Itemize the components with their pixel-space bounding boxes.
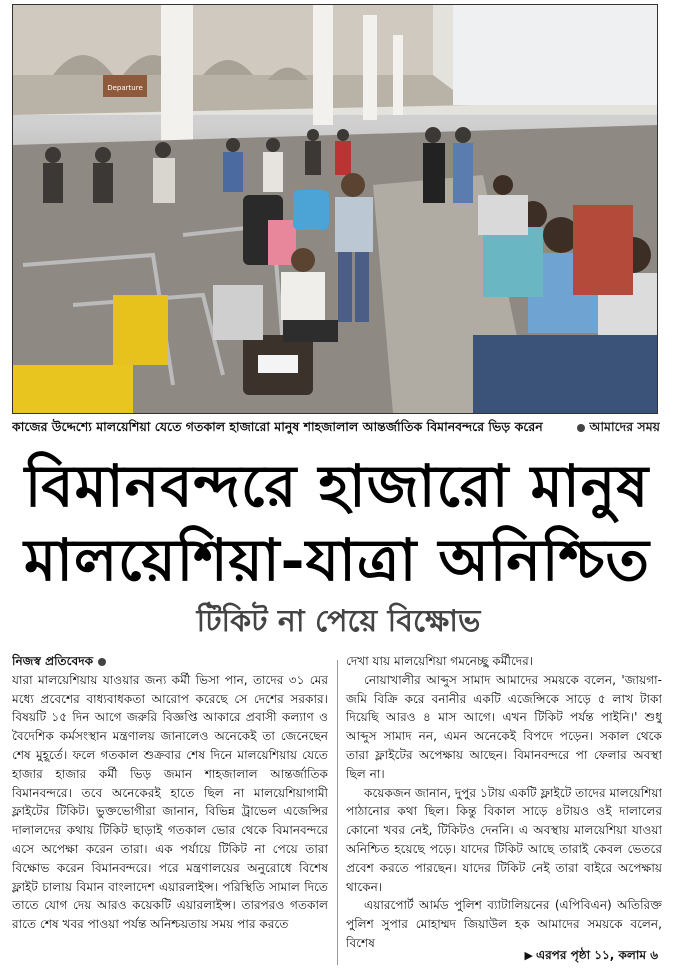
article-paragraph: এয়ারপোর্ট আর্মড পুলিশ ব্যাটালিয়নের (এপিবিএন) অতিরিক্ত পুলিশ সুপার মোহাম্মদ জিয়াউল হক আমাদের সময়কে বলেন, বিশেষ: [346, 898, 662, 950]
subheadline: টিকিট না পেয়ে বিক্ষোভ: [196, 604, 481, 639]
article-column-left: [12, 652, 328, 968]
bullet-icon: [98, 658, 106, 666]
article-paragraph: কয়েকজন জানান, দুপুর ১টায় একটি ফ্লাইটে তাদের মালয়েশিয়া পাঠানোর কথা ছিল। কিন্তু বিকাল সাড়ে ৪টায়ও ওই দালালের কোনো খবর নেই, টিকিটও দেননি। এ অবস্থায় মালয়েশিয়া যাওয়া অনিশ্চিত হয়েছে পড়ে। যাদের টিকিট আছে তারাই কেবল ভেতরে প্রবেশ করতে পারছেন। যাদের টিকিট নেই তারা বাইরে অপেক্ষায় থাকেন।: [346, 785, 662, 894]
article-paragraph: নোয়াখালীর আব্দুস সামাদ আমাদের সময়কে বলেন, 'জায়গা-জমি বিক্রি করে বনানীর একটি এজেন্সিকে সাড়ে ৫ লাখ টাকা দিয়েছি আরও ৪ মাস আগে। এখন টিকিট পর্যন্ত পাইনি।' শুধু আব্দুস সামাদ নন, এমন অনেকেই বিপদে পড়েন। সকাল থেকে তারা ফ্লাইটের অপেক্ষায় আছেন। বিমানবন্দরে পা ফেলার অবস্থা ছিল না।: [346, 672, 662, 781]
headline-line-1: বিমানবন্দরে হাজারো মানুষ: [24, 452, 650, 520]
arrow-marker-icon: ▶: [524, 949, 533, 963]
bullet-icon: [577, 424, 585, 432]
article-paragraph: দেখা যায় মালয়েশিয়া গমনেচ্ছু কর্মীদের।: [346, 654, 534, 668]
byline-text: নিজস্ব প্রতিবেদক: [12, 654, 94, 668]
continued-note[interactable]: [518, 946, 658, 966]
article-column-right: [346, 652, 662, 968]
column-divider: [337, 660, 338, 965]
byline: [12, 652, 328, 671]
departure-sign-text: Departure: [107, 84, 143, 92]
article-paragraph: যারা মালয়েশিয়ায় যাওয়ার জন্য কর্মী ভিসা পান, তাদের ৩১ মের মধ্যে প্রবেশের বাধ্যবাধকতা আরোপ করেছে সে দেশের সরকার। বিষয়টি ১৫ দিন আগে জরুরি বিজ্ঞপ্তি আকারে প্রবাসী কল্যাণ ও বৈদেশিক কর্মসংস্থান মন্ত্রণালয় জানালেও অনেকেই তা জেনেছেন শেষ মুহূর্তে। ফলে গতকাল শুক্রবার শেষ দিনে মালয়েশিয়ায় যেতে হাজার হাজার কর্মী ভিড় জমান শাহজালাল আন্তর্জাতিক বিমানবন্দরে। তবে অনেকেরই হাতে ছিল না মালয়েশিয়াগামী ফ্লাইটের টিকিট। ভুক্তভোগীরা জানান, বিভিন্ন ট্রাভেল এজেন্সির দালালদের কথায় টিকিট ছাড়াই গতকাল ভোর থেকে বিমানবন্দরে এসে অপেক্ষা করেন তারা। এক পর্যায়ে টিকিট না পেয়ে তারা বিক্ষোভ করেন বিমানবন্দরে। পরে মন্ত্রণালয়ের অনুরোধে বিশেষ ফ্লাইট চালায় বিমান বাংলাদেশ এয়ারলাইন্স। পরিস্থিতি সামাল দিতে তাতে যোগ দেয় আরও কয়েকটি এয়ারলাইন্স। তারপরও গতকাল রাতে শেষ খবর পাওয়া পর্যন্ত অনিশ্চয়তায় সময় পার করতে: [12, 672, 328, 932]
continued-note-text: এরপর পৃষ্ঠা ১১, কলাম ৬: [535, 948, 658, 963]
headline-line-2: মালয়েশিয়া-যাত্রা অনিশ্চিত: [23, 526, 651, 594]
photo-caption-text: কাজের উদ্দেশ্যে মালয়েশিয়া যেতে গতকাল হাজারো মানুষ শাহজালাল আন্তর্জাতিক বিমানবন্দরে ভিড় করেন: [12, 419, 543, 434]
news-photo-airport-crowd: [12, 4, 658, 414]
photo-credit-text: আমাদের সময়: [589, 419, 660, 434]
photo-caption: [12, 416, 660, 438]
photo-credit: [577, 416, 660, 438]
